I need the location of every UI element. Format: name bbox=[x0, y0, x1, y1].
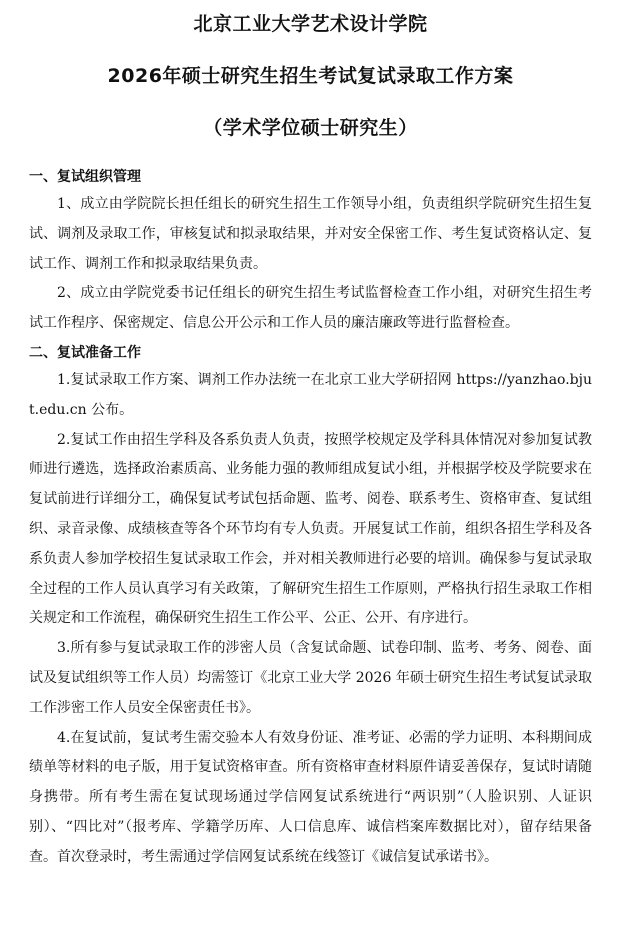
paragraph-publication-notice: 1.复试录取工作方案、调剂工作办法统一在北京工业大学研招网 https://yanzhao.bjut.edu.cn 公布。 bbox=[29, 371, 592, 418]
paragraph-confidentiality-agreement: 3.所有参与复试录取工作的涉密人员（含复试命题、试卷印制、监考、考务、阅卷、面试及复试组织等工作人员）均需签订《北京工业大学 2026 年硕士研究生招生考试复试录取工作涉密工作人员安全保密责任书》。 bbox=[29, 640, 592, 716]
paragraph-leadership-group: 1、成立由学院院长担任组长的研究生招生工作领导小组，负责组织学院研究生招生复试、调剂及录取工作，审核复试和拟录取结果，并对安全保密工作、考生复试资格认定、复试工作、调剂工作和拟录取结果负责。 bbox=[29, 196, 592, 272]
section-heading-organization: 一、复试组织管理 bbox=[29, 169, 141, 185]
paragraph-qualification-review: 4.在复试前，复试考生需交验本人有效身份证、准考证、必需的学力证明、本科期间成绩单等材料的电子版，用于复试资格审查。所有资格审查材料原件请妥善保存，复试时请随身携带。所有考生需在复试现场通过学信网复试系统进行“两识别”（人脸识别、人证识别）、“四比对”（报考库、学籍学历库、人口信息库、诚信档案库数据比对），留存结果备查。首次登录时，考生需通过学信网复试系统在线签订《诚信复试承诺书》。 bbox=[29, 729, 592, 865]
document-title-plan: 2026年硕士研究生招生考试复试录取工作方案 bbox=[107, 65, 514, 87]
document-subtitle-degree-type: （学术学位硕士研究生） bbox=[203, 117, 418, 139]
paragraph-examiner-organization: 2.复试工作由招生学科及各系负责人负责，按照学校规定及学科具体情况对参加复试教师进行遴选，选择政治素质高、业务能力强的教师组成复试小组，并根据学校及学院要求在复试前进行详细分工，确保复试考试包括命题、监考、阅卷、联系考生、资格审查、复试组织、录音录像、成绩核查等各个环节均有专人负责。开展复试工作前，组织各招生学科及各系负责人参加学校招生复试录取工作会，并对相关教师进行必要的培训。确保参与复试录取全过程的工作人员认真学习有关政策，了解研究生招生工作原则，严格执行招生录取工作相关规定和工作流程，确保研究生招生工作公平、公正、公开、有序进行。 bbox=[29, 431, 592, 627]
document-title-school: 北京工业大学艺术设计学院 bbox=[193, 13, 428, 35]
paragraph-supervision-group: 2、成立由学院党委书记任组长的研究生招生考试监督检查工作小组，对研究生招生考试工作程序、保密规定、信息公开公示和工作人员的廉洁廉政等进行监督检查。 bbox=[29, 285, 592, 332]
section-heading-preparation: 二、复试准备工作 bbox=[29, 344, 141, 361]
